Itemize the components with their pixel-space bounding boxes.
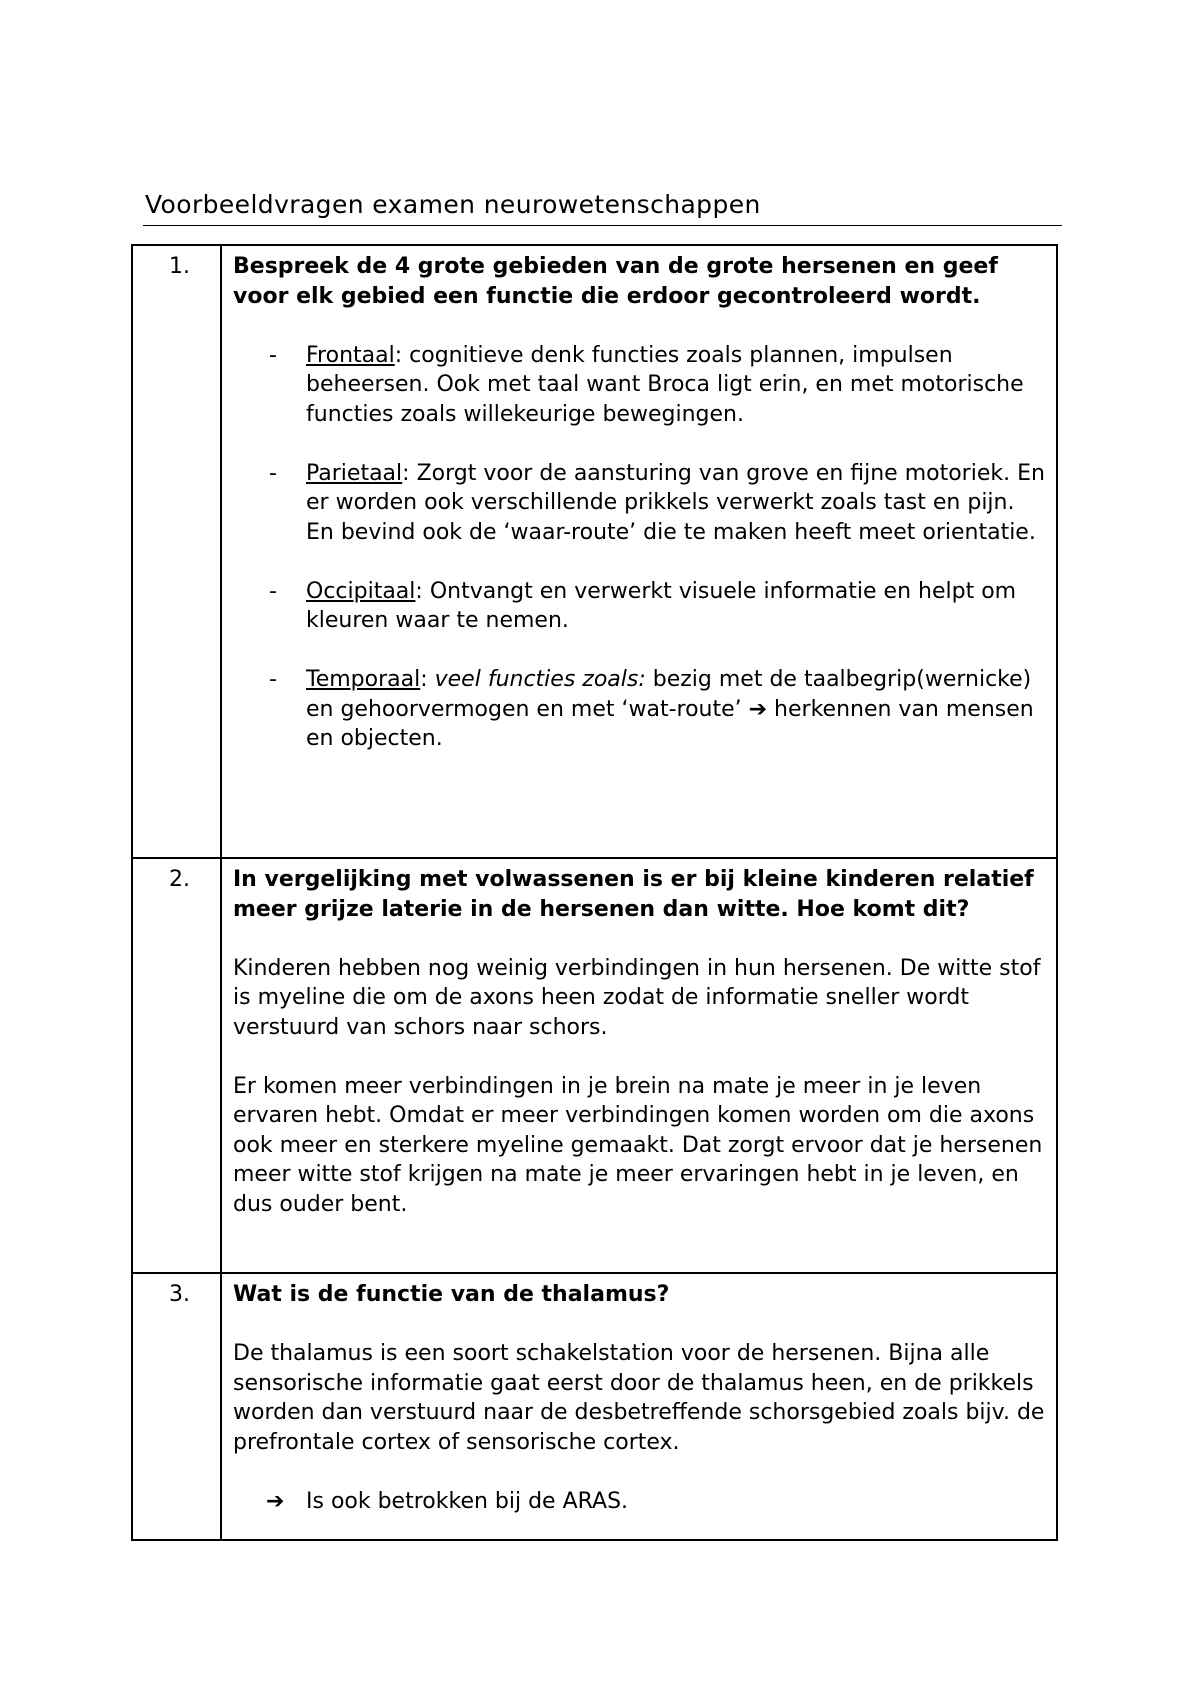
answer-paragraph: Kinderen hebben nog weinig verbindingen in hun hersenen. De witte stof is myeline die om de axons heen zodat de informatie sneller wordt verstuurd van schors naar schors. bbox=[233, 955, 1041, 1040]
answer-cell bbox=[221, 245, 1057, 858]
questions-table bbox=[131, 244, 1058, 1541]
term-separator: : bbox=[420, 667, 435, 692]
list-item bbox=[233, 577, 1046, 636]
list-dash: - bbox=[269, 342, 277, 368]
lobe-description: cognitieve denk functies zoals plannen, impulsen beheersen. Ook met taal want Broca ligt erin, en met motorische functies zoals willekeurige bewegingen. bbox=[306, 342, 1024, 427]
list-item bbox=[233, 459, 1046, 548]
lobe-term: Temporaal bbox=[306, 667, 421, 692]
answer-paragraph: De thalamus is een soort schakelstation voor de hersenen. Bijna alle sensorische informatie gaat eerst door de thalamus heen, en de prikkels worden dan verstuurd naar de desbetreffende schorsgebied zoals bijv. de prefrontale cortex of sensorische cortex. bbox=[233, 1341, 1045, 1455]
question-text: Wat is de functie van de thalamus? bbox=[233, 1282, 670, 1307]
question-text: Bespreek de 4 grote gebieden van de grote hersenen en geef voor elk gebied een functie die erdoor gecontroleerd wordt. bbox=[233, 254, 998, 309]
question-number: 1. bbox=[132, 245, 221, 858]
table-row bbox=[132, 858, 1057, 1273]
table-row bbox=[132, 1273, 1057, 1540]
italic-note: veel functies zoals: bbox=[434, 667, 646, 692]
term-separator: : bbox=[394, 342, 403, 368]
lobe-term: Parietaal bbox=[306, 460, 403, 486]
list-dash: - bbox=[269, 460, 277, 486]
lobe-description: Zorgt voor de aansturing van grove en fijne motoriek. En er worden ook verschillende prikkels verwerkt zoals tast en pijn. En bevind ook de ‘waar-route’ die te maken heeft meet orientatie. bbox=[306, 460, 1045, 545]
question-text: In vergelijking met volwassenen is er bij kleine kinderen relatief meer grijze laterie in de hersenen dan witte. Hoe komt dit? bbox=[233, 867, 1034, 922]
term-separator: : bbox=[402, 460, 410, 486]
list-item bbox=[233, 341, 1046, 430]
lobe-term: Frontaal bbox=[306, 342, 395, 368]
question-number: 3. bbox=[132, 1273, 221, 1540]
answer-paragraph: Er komen meer verbindingen in je brein na mate je meer in je leven ervaren hebt. Omdat er meer verbindingen komen worden om die axons ook meer en sterkere myeline gemaakt. Dat zorgt ervoor dat je hersenen meer witte stof krijgen na mate je meer ervaringen hebt in je leven, en dus ouder bent. bbox=[233, 1073, 1043, 1217]
arrow-item-text: Is ook betrokken bij de ARAS. bbox=[306, 1488, 629, 1514]
list-item bbox=[233, 665, 1046, 754]
title-divider bbox=[143, 225, 1062, 226]
lobe-description: Ontvangt en verwerkt visuele informatie en helpt om kleuren waar te nemen. bbox=[306, 578, 1017, 633]
answer-cell bbox=[221, 1273, 1057, 1540]
table-row bbox=[132, 245, 1057, 858]
arrow-list-item bbox=[233, 1487, 1046, 1517]
page-title: Voorbeeldvragen examen neurowetenschappen bbox=[145, 190, 761, 219]
answer-cell bbox=[221, 858, 1057, 1273]
list-dash: - bbox=[269, 578, 277, 604]
term-separator: : bbox=[415, 578, 423, 604]
lobe-description: bezig met de taalbegrip(wernicke) en gehoorvermogen en met ‘wat-route’ ➔ herkennen van mensen en objecten. bbox=[306, 667, 1034, 751]
lobe-term: Occipitaal bbox=[306, 578, 416, 604]
question-number: 2. bbox=[132, 858, 221, 1273]
arrow-right-icon: ➔ bbox=[266, 1488, 285, 1514]
list-dash: - bbox=[269, 667, 277, 692]
brain-lobes-list bbox=[233, 341, 1046, 754]
